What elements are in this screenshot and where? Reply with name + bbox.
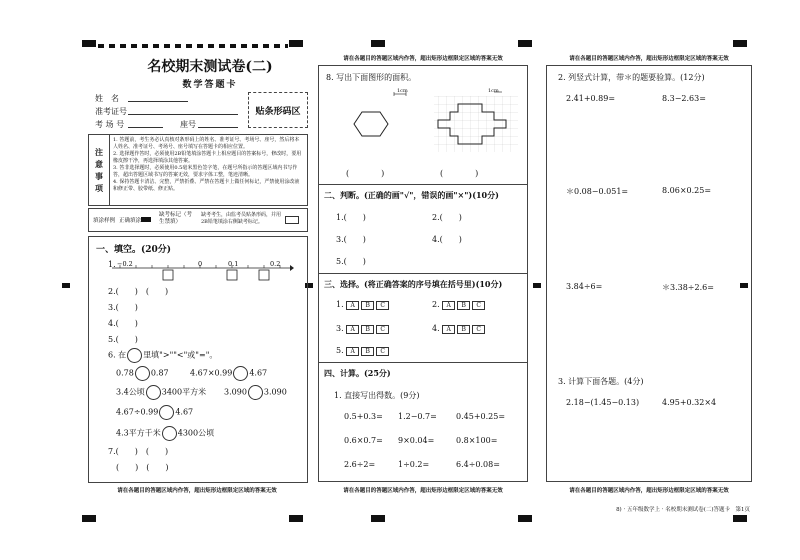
question-7: 7.( ) ( ) [108,447,169,456]
fill-correct-sample [141,217,151,222]
option-b[interactable]: B [361,301,374,310]
compare-circle[interactable] [135,366,150,381]
judge-item: 3.( ) [336,235,366,244]
notice-char: 意 [95,159,103,169]
judge-item: 1.( ) [336,213,366,222]
timing-mark [82,40,96,47]
calc-item: 0.5+0.3= [344,412,383,421]
question-2: 2.( ) ( ) [108,287,169,296]
fill-example-box [88,208,308,232]
option-b[interactable]: B [361,325,374,334]
choice-num: 1. [336,300,344,309]
calc-item: 1.2−0.7= [398,412,437,421]
option-c[interactable]: C [376,301,389,310]
question-6 [108,348,217,363]
choice-item [432,300,487,310]
timing-mark [733,40,747,47]
vertical-calc-item: 8.06×0.25= [662,186,712,195]
timing-mark [371,515,385,522]
calc-item: 0.6×0.7= [344,436,383,445]
calc-item: 0.45+0.25= [456,412,506,421]
notice-item: 4. 保持答题卡清洁、完整，严禁折叠、严禁在答题卡上做任何标记，严禁使用涂改液和修正带、胶带纸、修正贴。 [113,179,300,192]
seat-field[interactable] [198,127,238,128]
compare-left: 4.67×0.99 [190,368,233,378]
option-b[interactable]: B [457,325,470,334]
section-title: 一、填空。(20分) [96,245,172,255]
judge-item: 5.( ) [336,257,366,266]
notice-label [89,135,110,205]
compare-circle[interactable] [248,385,263,400]
numberline-label: −0.2 [117,260,133,268]
option-c[interactable]: C [376,325,389,334]
compare-left: 0.78 [116,368,134,378]
footer-note: 请在各题目的答题区域内作答，超出矩形边框限定区域的答案无效 [569,488,729,494]
compare-row [116,366,169,381]
barcode-label: 贴条形码区 [255,106,301,117]
judge-item: 4.( ) [432,235,462,244]
section-title: 四、计算。(25分) [324,368,391,378]
timing-mark [289,515,303,522]
name-field[interactable] [128,101,188,102]
question-3: 3.( ) [108,303,138,312]
compare-right: 4.67 [175,407,194,417]
footer-note: 请在各题目的答题区域内作答，超出矩形边框限定区域的答案无效 [117,488,277,494]
seat-label: 座号 [180,120,196,129]
question-1: 1. [108,260,116,269]
choice-num: 4. [432,324,440,333]
compare-circle[interactable] [233,366,248,381]
notice-char: 项 [95,183,103,193]
vertical-calc-item: 3.84÷6= [566,282,603,291]
choice-item [336,324,391,334]
absent-checkbox[interactable] [285,216,299,224]
notice-box [88,134,308,206]
option-b[interactable]: B [361,347,374,356]
calc-item: 1÷0.2= [398,460,430,469]
mixed-calc-item: 2.18−(1.45−0.13) [566,398,640,407]
compare-row [190,366,267,381]
notice-item: 2. 选择题作答时，必须使用2B铅笔填涂答题卡上相应题目的答案标号，修改时，要用橡皮擦干净，再选择填涂其他答案。 [113,151,302,164]
option-a[interactable]: A [346,325,359,334]
choice-num: 3. [336,324,344,333]
q3-title: 3. 计算下面各题。(4分) [558,377,644,386]
choice-item [432,324,487,334]
page-footer: 8) · 五年级数学上 · 名校期末测试卷(二)答题卡 第1页 [616,507,750,513]
option-b[interactable]: B [457,301,470,310]
option-c[interactable]: C [472,301,485,310]
timing-dash-row [98,44,288,48]
compare-right: 4300公顷 [177,428,215,438]
fill-correct-label: 正确填涂 [119,218,142,224]
section-title: 三、选择。(将正确答案的序号填在括号里)(10分) [324,279,503,289]
notice-char: 注 [95,147,103,157]
choice-num: 5. [336,346,344,355]
choice-item [336,346,391,356]
option-c[interactable]: C [376,347,389,356]
vertical-calc-item: 2.41+0.89= [566,94,616,103]
compare-circle[interactable] [146,385,161,400]
number-line [112,258,294,288]
room-field[interactable] [128,127,163,128]
calc-item: 0.8×100= [456,436,498,445]
notice-items [113,137,303,193]
choice-num: 2. [432,300,440,309]
page-title: 名校期末测试卷(二) [147,59,273,75]
compare-right: 3.090 [263,387,287,397]
timing-mark [82,515,96,522]
compare-circle[interactable] [159,405,174,420]
name-label: 姓 名 [95,94,119,103]
option-a[interactable]: A [346,301,359,310]
timing-mark [518,40,532,47]
compare-row [224,385,287,400]
compare-circle[interactable] [127,348,142,363]
q8-answer-2: ( ) [440,169,479,178]
numberline-label: 0.1 [228,260,239,268]
calc-item: 2.6÷2= [344,460,376,469]
timing-mark [371,40,385,47]
barcode-area[interactable] [248,92,308,128]
compare-left: 3.4公顷 [116,387,145,397]
compare-right: 4.67 [249,368,268,378]
q6-text-b: 里填">""<"或"="。 [143,350,218,360]
exam-no-field[interactable] [128,114,238,115]
notice-item: 1. 答题前，考生务必认真核对条形码上的姓名、准考证号、考场号、座号，然后将本人姓名、准考证号、考场号、座号填写在答题卡的相应位置。 [113,137,300,150]
fill-example-label: 填涂样例 [93,218,116,224]
footer-note: 请在各题目的答题区域内作答，超出矩形边框限定区域的答案无效 [343,488,503,494]
compare-circle[interactable] [162,426,177,441]
header-note: 请在各题目的答题区域内作答，超出矩形边框限定区域的答案无效 [343,56,503,62]
compare-row [116,385,206,400]
choice-item [336,300,391,310]
compare-left: 4.3平方千米 [116,428,161,438]
cross-figure [430,88,522,154]
question-4: 4.( ) [108,319,138,328]
numberline-label: 0.2 [270,260,281,268]
calc-item: 9×0.04= [398,436,435,445]
option-c[interactable]: C [472,325,485,334]
option-a[interactable]: A [346,347,359,356]
q2-title: 2. 列竖式计算，带＊的题要验算。(12分) [558,73,705,82]
room-label: 考 场 号 [95,120,125,129]
numberline-label: 0 [198,260,203,268]
timing-mark [518,515,532,522]
compare-right: 0.87 [150,368,169,378]
section-vertical-calc [546,65,752,482]
compare-row [116,405,193,420]
mixed-calc-item: 4.95+0.32×4 [662,398,717,407]
section-title: 二、判断。(正确的画"√"，错误的画"×")(10分) [324,190,499,200]
option-a[interactable]: A [442,301,455,310]
question-7b: ( ) ( ) [116,463,169,472]
absent-note: 缺考考生，由监考员贴条形码，并用2B铅笔填涂右侧缺考标记。 [201,212,282,225]
compare-right: 3400平方米 [161,387,207,397]
hexagon-figure [346,88,412,148]
question-5: 5.( ) [108,335,138,344]
q8-title: 8. 写出下面图形的面积。 [326,73,417,82]
side-mark [533,283,541,288]
side-mark [62,283,70,288]
judge-item: 2.( ) [432,213,462,222]
vertical-calc-item: 8.3−2.63= [662,94,706,103]
notice-item: 3. 答非选择题时，必须使用0.5毫米黑色签字笔，在题号所指示的答题区域内书写作答，超出答题区域书写的答案无效，要求字体工整，笔迹清晰。 [113,165,298,178]
header-note: 请在各题目的答题区域内作答，超出矩形边框限定区域的答案无效 [569,56,729,62]
absent-label: 缺考标记（考生禁填） [159,212,193,225]
calc-sub-title: 1. 直接写出得数。(9分) [334,391,420,400]
q8-answer-1: ( ) [346,169,385,178]
calc-item: 6.4÷0.08= [456,460,500,469]
timing-mark [733,515,747,522]
timing-mark [289,40,303,47]
page-subtitle: 数学答题卡 [182,80,238,90]
option-a[interactable]: A [442,325,455,334]
exam-no-label: 准考证号 [95,107,127,116]
notice-char: 事 [95,171,103,181]
hexagon-unit: 1cm [397,88,408,94]
compare-left: 3.090 [224,387,247,397]
vertical-calc-item: ＊0.08−0.051= [566,187,629,196]
vertical-calc-item: ＊3.38÷2.6= [662,283,714,292]
q6-text: 6. 在 [108,350,127,360]
compare-row [116,426,214,441]
cross-unit: 1cm [488,88,499,94]
compare-left: 4.67÷0.99 [116,407,159,417]
